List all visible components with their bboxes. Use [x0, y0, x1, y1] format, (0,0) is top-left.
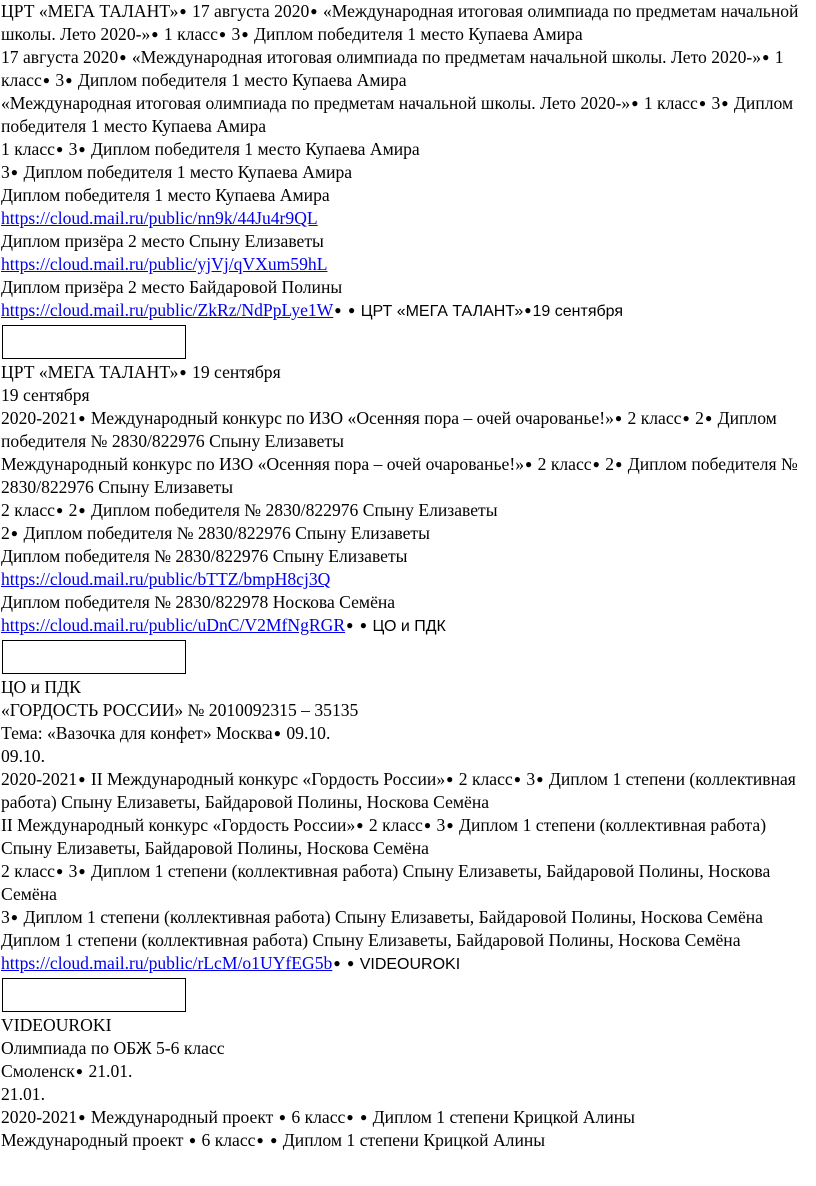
text-line: 19 сентября — [1, 385, 90, 405]
text-line: Диплом победителя № 2830/822976 Спыну Елизаветы — [1, 546, 408, 566]
bullet-icon: ● — [615, 457, 623, 471]
text-line: ЦРТ «МЕГА ТАЛАНТ»● 19 сентября — [1, 362, 281, 382]
bullet-icon: ● — [42, 73, 51, 87]
bullet-icon: ● — [704, 411, 713, 425]
text-line: Олимпиада по ОБЖ 5-6 класс — [1, 1038, 225, 1058]
bullet-icon: ● — [179, 4, 187, 18]
text-line: VIDEOUROKI — [1, 1015, 112, 1035]
paragraph: 2020-2021● II Международный конкурс «Гордость России»● 2 класс● 3● Диплом 1 степени (коллективная работа) Спыну Елизаветы, Байдаровой Полины, Носкова Семёна — [1, 769, 796, 812]
cloud-link[interactable]: https://cloud.mail.ru/public/nn9k/44Ju4r9QL — [1, 208, 318, 228]
bullet-icon: ● — [78, 1110, 86, 1124]
bullet-icon: ● — [10, 526, 19, 540]
paragraph: 3● Диплом 1 степени (коллективная работа) Спыну Елизаветы, Байдаровой Полины, Носкова Семёна — [1, 907, 763, 927]
bullet-icon: ● — [592, 457, 600, 471]
bullet-icon: ● — [278, 1110, 287, 1124]
bullet-icon: ● — [359, 618, 368, 632]
bullet-icon: ● — [631, 96, 639, 110]
text-line: 3● Диплом победителя 1 место Купаева Амира — [1, 162, 353, 182]
cloud-link[interactable]: https://cloud.mail.ru/public/ZkRz/NdPpLye1W — [1, 300, 334, 320]
link-row — [1, 207, 816, 230]
bullet-icon: ● — [682, 411, 690, 425]
text-line: 09.10. — [1, 746, 45, 766]
section-heading-tail: ● ● ЦРТ «МЕГА ТАЛАНТ»●19 сентября — [334, 303, 624, 320]
bullet-icon: ● — [273, 726, 281, 740]
link-row — [1, 253, 816, 276]
paragraph: Диплом 1 степени (коллективная работа) Спыну Елизаветы, Байдаровой Полины, Носкова Семёна — [1, 930, 741, 950]
bullet-icon: ● — [55, 142, 64, 156]
text-line: 2 класс● 2● Диплом победителя № 2830/822976 Спыну Елизаветы — [1, 500, 498, 520]
bullet-icon: ● — [698, 96, 707, 110]
bullet-icon: ● — [78, 772, 86, 786]
bullet-icon: ● — [333, 956, 341, 970]
bullet-icon: ● — [525, 457, 533, 471]
text-line: Смоленск● 21.01. — [1, 1061, 133, 1081]
text-line: Диплом победителя № 2830/822978 Носкова Семёна — [1, 592, 396, 612]
bullet-icon: ● — [524, 303, 532, 317]
bullet-icon: ● — [356, 818, 364, 832]
bullet-icon: ● — [721, 96, 729, 110]
bullet-icon: ● — [347, 956, 355, 970]
bullet-icon: ● — [55, 864, 64, 878]
bullet-icon: ● — [346, 1110, 354, 1124]
cloud-link[interactable]: https://cloud.mail.ru/public/rLcM/o1UYfEG5b — [1, 953, 333, 973]
text-line: 2020-2021● Международный проект ● 6 класс● ● Диплом 1 степени Крицкой Алины — [1, 1107, 636, 1127]
paragraph: II Международный конкурс «Гордость России»● 2 класс● 3● Диплом 1 степени (коллективная работа) Спыну Елизаветы, Байдаровой Полины, Носкова Семёна — [1, 815, 767, 858]
bullet-icon: ● — [151, 27, 159, 41]
text-line: ЦО и ПДК — [1, 677, 81, 697]
link-row — [1, 952, 816, 976]
paragraph: 2020-2021● Международный конкурс по ИЗО «Осенняя пора – очей очарованье!»● 2 класс● 2● Диплом победителя № 2830/822976 Спыну Елизаветы — [1, 408, 777, 451]
bullet-icon: ● — [423, 818, 432, 832]
image-placeholder — [2, 978, 186, 1012]
section-heading-tail: ● ● ЦО и ПДК — [346, 618, 446, 635]
bullet-icon: ● — [446, 818, 454, 832]
image-placeholder — [2, 640, 186, 674]
paragraph: «Международная итоговая олимпиада по предметам начальной школы. Лето 2020-»● 1 класс● 3● Диплом победителя 1 место Купаева Амира — [1, 93, 794, 136]
bullet-icon: ● — [119, 50, 127, 64]
bullet-icon: ● — [10, 910, 19, 924]
bullet-icon: ● — [179, 365, 187, 379]
image-placeholder — [2, 325, 186, 359]
bullet-icon: ● — [10, 165, 19, 179]
section-heading-tail: ● ● VIDEOUROKI — [333, 956, 461, 973]
text-line: Диплом призёра 2 место Спыну Елизаветы — [1, 231, 324, 251]
bullet-icon: ● — [188, 1133, 197, 1147]
text-line: Международный проект ● 6 класс● ● Диплом 1 степени Крицкой Алины — [1, 1130, 546, 1150]
text-line: Диплом победителя 1 место Купаева Амира — [1, 185, 330, 205]
bullet-icon: ● — [218, 27, 227, 41]
bullet-icon: ● — [536, 772, 544, 786]
bullet-icon: ● — [270, 1133, 278, 1147]
bullet-icon: ● — [78, 864, 86, 878]
cloud-link[interactable]: https://cloud.mail.ru/public/uDnC/V2MfNgRGR — [1, 615, 346, 635]
bullet-icon: ● — [360, 1110, 368, 1124]
bullet-icon: ● — [65, 73, 73, 87]
bullet-icon: ● — [348, 303, 356, 317]
link-row — [1, 568, 816, 591]
bullet-icon: ● — [762, 50, 770, 64]
bullet-icon: ● — [614, 411, 623, 425]
bullet-icon: ● — [256, 1133, 264, 1147]
text-line: Тема: «Вазочка для конфет» Москва● 09.10. — [1, 723, 331, 743]
cloud-link[interactable]: https://cloud.mail.ru/public/bTTZ/bmpH8cj3Q — [1, 569, 331, 589]
text-line: 2● Диплом победителя № 2830/822976 Спыну Елизаветы — [1, 523, 430, 543]
bullet-icon: ● — [310, 4, 318, 18]
paragraph: 2 класс● 3● Диплом 1 степени (коллективная работа) Спыну Елизаветы, Байдаровой Полины, Носкова Семёна — [1, 861, 771, 904]
paragraph: ЦРТ «МЕГА ТАЛАНТ»● 17 августа 2020● «Международная итоговая олимпиада по предметам начальной школы. Лето 2020-»● 1 класс● 3● Диплом победителя 1 место Купаева Амира — [1, 1, 799, 44]
bullet-icon: ● — [78, 142, 86, 156]
paragraph: 17 августа 2020● «Международная итоговая олимпиада по предметам начальной школы. Лето 2020-»● 1 класс● 3● Диплом победителя 1 место Купаева Амира — [1, 47, 784, 90]
bullet-icon: ● — [446, 772, 454, 786]
text-line: Диплом призёра 2 место Байдаровой Полины — [1, 277, 343, 297]
bullet-icon: ● — [55, 503, 64, 517]
link-row — [1, 299, 816, 323]
paragraph: Международный конкурс по ИЗО «Осенняя пора – очей очарованье!»● 2 класс● 2● Диплом победителя № 2830/822976 Спыну Елизаветы — [1, 454, 798, 497]
link-row — [1, 614, 816, 638]
bullet-icon: ● — [75, 1064, 84, 1078]
text-line: «ГОРДОСТЬ РОССИИ» № 2010092315 – 35135 — [1, 700, 359, 720]
bullet-icon: ● — [334, 303, 342, 317]
bullet-icon: ● — [346, 618, 354, 632]
bullet-icon: ● — [241, 27, 249, 41]
bullet-icon: ● — [513, 772, 521, 786]
bullet-icon: ● — [78, 503, 86, 517]
text-line: 1 класс● 3● Диплом победителя 1 место Купаева Амира — [1, 139, 420, 159]
bullet-icon: ● — [78, 411, 86, 425]
cloud-link[interactable]: https://cloud.mail.ru/public/yjVj/qVXum59hL — [1, 254, 328, 274]
text-line: 21.01. — [1, 1084, 45, 1104]
